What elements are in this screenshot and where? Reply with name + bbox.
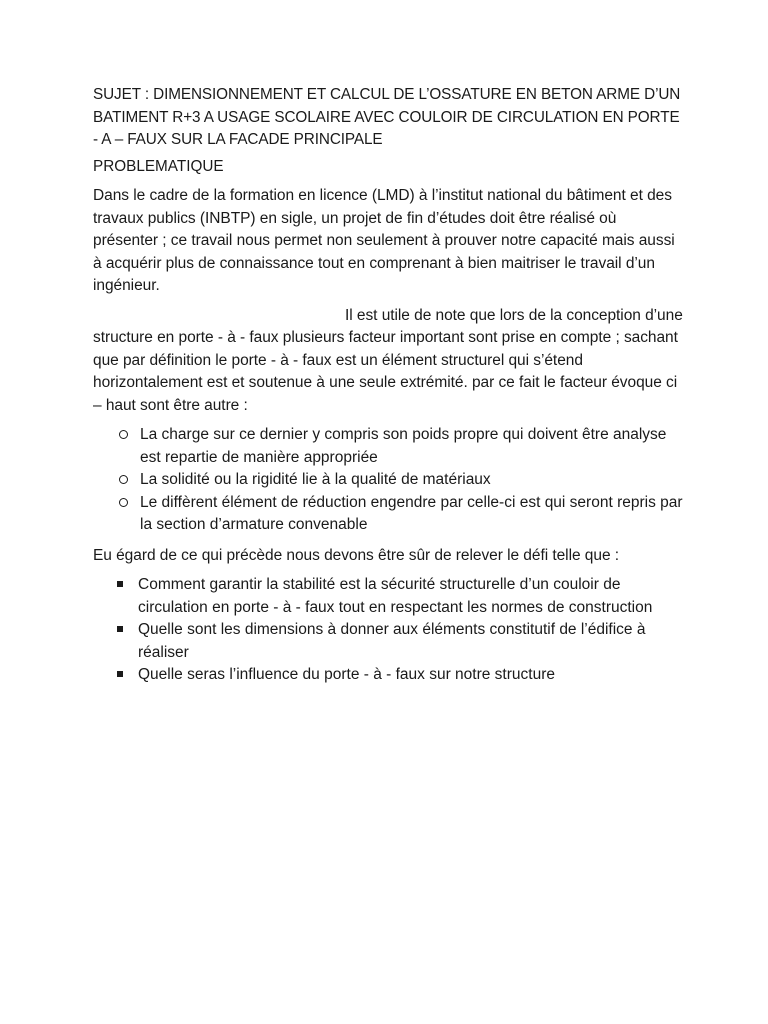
hollow-circle-bullet-icon — [119, 430, 128, 439]
subject-title: SUJET : DIMENSIONNEMENT ET CALCUL DE L’OSSATURE EN BETON ARME D’UN BATIMENT R+3 A USAGE SCOLAIRE AVEC COULOIR DE CIRCULATION EN PORTE - A – FAUX SUR LA FACADE PRINCIPALE — [93, 86, 681, 148]
list-item — [93, 469, 683, 492]
list-item — [93, 619, 683, 664]
list-item — [93, 664, 683, 687]
list-item-text: Comment garantir la stabilité est la sécurité structurelle d’un couloir de circulation en porte - à - faux tout en respectant les normes de construction — [138, 576, 653, 616]
questions-list — [93, 574, 683, 687]
paragraph-challenge: Eu égard de ce qui précède nous devons être sûr de relever le défi telle que : — [93, 546, 620, 564]
square-bullet-icon — [117, 626, 123, 632]
list-item — [93, 492, 683, 537]
list-item-text: Quelle sont les dimensions à donner aux éléments constitutif de l’édifice à réaliser — [138, 621, 646, 661]
list-item-text: Quelle seras l’influence du porte - à - faux sur notre structure — [138, 666, 555, 683]
document-page — [93, 84, 683, 695]
hollow-circle-bullet-icon — [119, 475, 128, 484]
list-item — [93, 574, 683, 619]
square-bullet-icon — [117, 671, 123, 677]
list-item-text: Le diffèrent élément de réduction engendre par celle-ci est qui seront repris par la section d’armature convenable — [140, 493, 683, 533]
list-item-text: La solidité ou la rigidité lie à la qualité de matériaux — [140, 471, 491, 488]
square-bullet-icon — [117, 581, 123, 587]
paragraph-context: Dans le cadre de la formation en licence (LMD) à l’institut national du bâtiment et des travaux publics (INBTP) en sigle, un projet de fin d’études doit être réalisé où présenter ; ce travail nous permet non seulement à prouver notre capacité mais aussi à acquérir plus de connaissance tout en comprenant à bien maitriser le travail d’un ingénieur. — [93, 187, 675, 294]
factors-list — [93, 424, 683, 537]
list-item — [93, 424, 683, 469]
paragraph-definition: Il est utile de note que lors de la conception d’une structure en porte - à - faux plusieurs facteur important sont prise en compte ; sachant que par définition le porte - à - faux est un élément structurel qui s’étend horizontalement est et soutenue à une seule extrémité. par ce fait le facteur évoque ci – haut sont être autre : — [93, 306, 683, 414]
hollow-circle-bullet-icon — [119, 498, 128, 507]
list-item-text: La charge sur ce dernier y compris son poids propre qui doivent être analyse est repartie de manière appropriée — [140, 426, 667, 466]
section-heading: PROBLEMATIQUE — [93, 157, 224, 175]
